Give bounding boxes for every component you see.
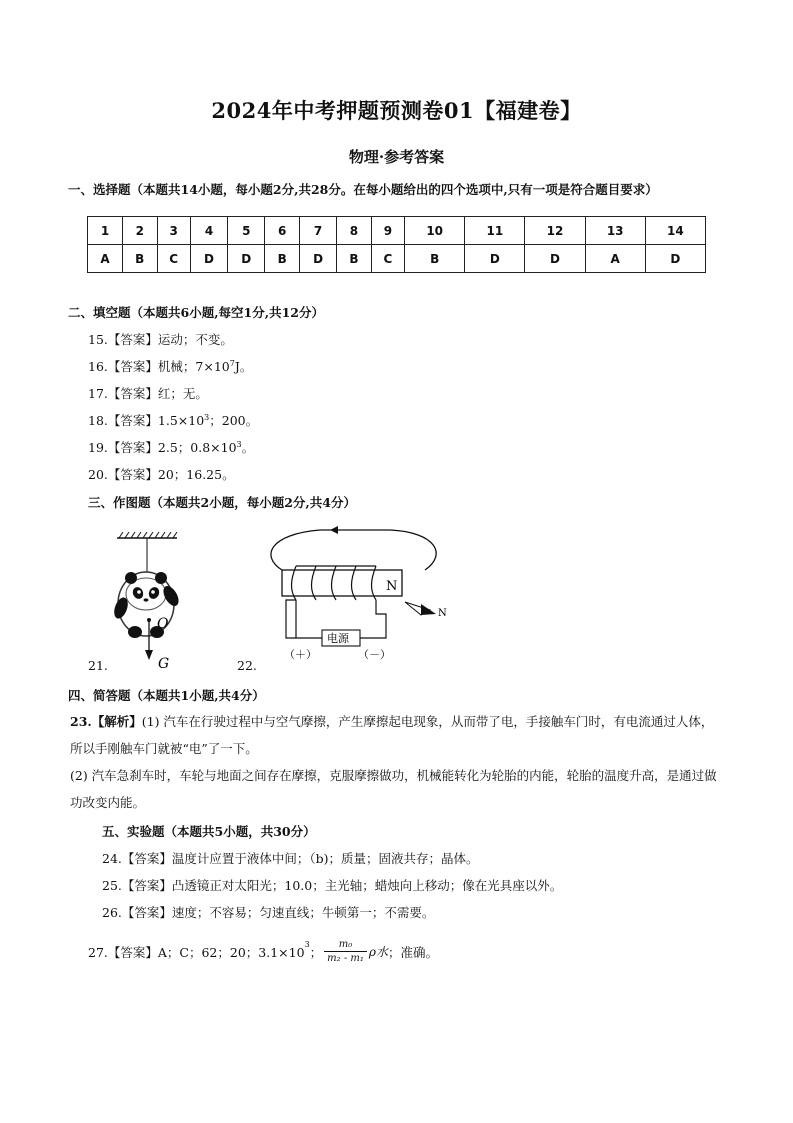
experiment-answer-text: 温度计应置于液体中间；（b)；质量；固液共存；晶体。 (171, 851, 479, 866)
fill-answer-label: 17.【答案】 (88, 386, 158, 401)
fill-answer-line (88, 330, 233, 348)
point-o-label: O (157, 616, 169, 632)
fill-answer-line (88, 357, 252, 375)
fill-answer-superscript: 3 (204, 412, 210, 422)
table-cell-number: 5 (228, 217, 265, 245)
table-cell-answer: B (123, 245, 158, 273)
q27-answer-line (88, 938, 438, 965)
fraction-denominator: m₂ - m₁ (327, 953, 364, 964)
table-cell-answer: D (525, 245, 585, 273)
section-heading-choice: 一、选择题（本题共14小题，每小题2分,共28分。在每小题给出的四个选项中,只有一项是符合题目要求） (68, 182, 658, 197)
fill-answer-tail: J。 (234, 359, 253, 374)
table-cell-answer: D (190, 245, 227, 273)
table-cell-answer: C (157, 245, 190, 273)
table-cell-number: 9 (371, 217, 404, 245)
table-cell-number: 10 (405, 217, 465, 245)
fill-answer-label: 16.【答案】 (88, 359, 158, 374)
experiment-answer-label: 26.【答案】 (102, 905, 172, 920)
table-cell-answer: D (299, 245, 336, 273)
q27-tail: ；准确。 (387, 944, 438, 960)
fill-answer-superscript: 7 (229, 358, 235, 368)
experiment-answer-line (102, 876, 562, 894)
section-heading-experiment: 五、实验题（本题共5小题，共30分） (102, 824, 316, 839)
q27-sup: 3 (304, 940, 310, 949)
experiment-answer-text: 速度；不容易；匀速直线；牛顿第一；不需要。 (171, 905, 435, 920)
experiment-answer-line (102, 903, 434, 921)
fill-answer-superscript: 3 (236, 439, 242, 449)
coil-n-label: N (386, 579, 398, 594)
density-fraction (324, 938, 367, 965)
q23-text-2: (2) 汽车急刹车时，车轮与地面之间存在摩擦，克服摩擦做功，机械能转化为轮胎的内能，轮胎的温度升高，是通过做功改变内能。 (70, 768, 717, 810)
section-heading-short-answer: 四、简答题（本题共1小题,共4分） (68, 688, 265, 703)
fill-answer-label: 15.【答案】 (88, 332, 158, 347)
fill-answer-tail: ；200。 (209, 413, 259, 428)
table-cell-number: 1 (88, 217, 123, 245)
table-cell-number: 7 (299, 217, 336, 245)
table-cell-answer: B (405, 245, 465, 273)
q23-paragraph-2 (70, 762, 725, 816)
fill-answer-label: 18.【答案】 (88, 413, 158, 428)
table-cell-number: 4 (190, 217, 227, 245)
section-heading-fill: 二、填空题（本题共6小题,每空1分,共12分） (68, 305, 324, 320)
fill-answer-line (88, 438, 254, 456)
fill-answer-text: 机械；7×10 (157, 359, 230, 374)
power-source-label: 电源 (327, 632, 349, 645)
table-cell-number: 3 (157, 217, 190, 245)
figure-22-number: 22. (237, 658, 257, 673)
q23-text-1: (1) 汽车在行驶过程中与空气摩擦，产生摩擦起电现象，从而带了电，手接触车门时，有电流通过人体，所以手刚触车门就被“电”了一下。 (70, 714, 714, 756)
figure-21-number: 21. (88, 658, 108, 673)
minus-label: （－） (358, 648, 391, 660)
table-row-numbers (88, 217, 706, 245)
experiment-answer-label: 24.【答案】 (102, 851, 172, 866)
table-cell-answer: B (265, 245, 300, 273)
experiment-answer-label: 25.【答案】 (102, 878, 172, 893)
page-subtitle: 物理·参考答案 (348, 148, 445, 166)
figure-22-electromagnet (260, 526, 460, 660)
table-cell-answer: B (337, 245, 372, 273)
table-cell-number: 8 (337, 217, 372, 245)
table-cell-number: 11 (465, 217, 525, 245)
fill-answer-label: 19.【答案】 (88, 440, 158, 455)
table-cell-number: 13 (585, 217, 645, 245)
fill-answer-line (88, 465, 235, 483)
table-cell-answer: C (371, 245, 404, 273)
fraction-numerator: m₀ (324, 938, 367, 952)
rho-water: ρ水 (368, 945, 388, 959)
table-row-answers (88, 245, 706, 273)
page-title: 2024年中考押题预测卷01【福建卷】 (211, 98, 582, 123)
gravity-g-label: G (158, 656, 170, 672)
section-heading-drawing: 三、作图题（本题共2小题，每小题2分,共4分） (88, 495, 356, 510)
q23-label: 23.【解析】 (70, 714, 142, 729)
table-cell-answer: D (228, 245, 265, 273)
answer-table (87, 216, 706, 273)
table-cell-answer: D (645, 245, 705, 273)
table-cell-answer: D (465, 245, 525, 273)
table-cell-answer: A (585, 245, 645, 273)
fill-answer-text: 2.5；0.8×10 (157, 440, 237, 455)
fill-answer-label: 20.【答案】 (88, 467, 158, 482)
table-cell-answer: A (88, 245, 123, 273)
fill-answer-text: 运动；不变。 (157, 332, 233, 347)
figure-21-panda (85, 532, 205, 674)
q27-label: 27.【答案】 (88, 944, 158, 960)
q23-paragraph-1 (70, 708, 725, 762)
experiment-answer-line (102, 849, 479, 867)
table-cell-number: 2 (123, 217, 158, 245)
fill-answer-tail: 。 (241, 440, 255, 455)
needle-n-label: N (438, 608, 447, 619)
fill-answer-text: 20；16.25。 (157, 467, 235, 482)
fill-answer-line (88, 411, 258, 429)
table-cell-number: 6 (265, 217, 300, 245)
fill-answer-text: 红；无。 (157, 386, 208, 401)
fill-answer-text: 1.5×10 (157, 413, 205, 428)
table-cell-number: 14 (645, 217, 705, 245)
table-cell-number: 12 (525, 217, 585, 245)
experiment-answer-text: 凸透镜正对太阳光；10.0；主光轴；蜡烛向上移动；像在光具座以外。 (171, 878, 563, 893)
q27-text: A；C；62；20；3.1×10 (157, 944, 305, 960)
q27-sep: ； (309, 944, 323, 960)
plus-label: （＋） (284, 648, 317, 660)
fill-answer-line (88, 384, 208, 402)
